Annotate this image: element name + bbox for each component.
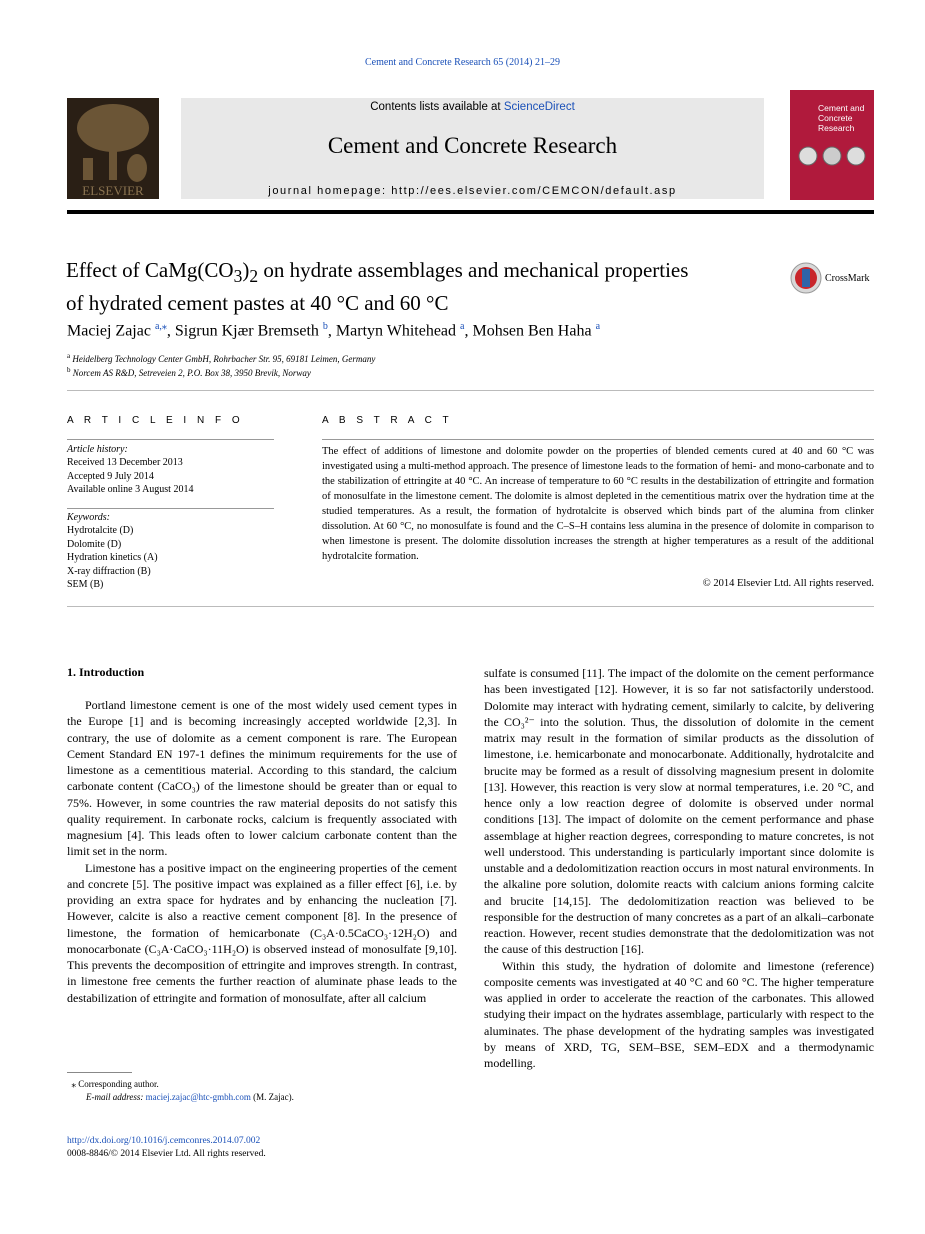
author-affiliation-marker[interactable]: b [322,321,328,332]
divider [67,606,874,607]
keywords [67,511,158,591]
journal-name: Cement and Concrete Research [327,133,618,158]
title-text: on hydrate assemblages and mechanical properties [258,258,689,282]
history-label: Article history: [67,444,128,455]
cover-title [818,103,864,133]
section-heading: 1. Introduction [67,665,145,679]
keyword: SEM (B) [67,579,104,591]
author-name[interactable]: , Sigrun Kjær Bremseth [166,322,323,340]
header-rule [67,210,874,214]
author-name[interactable]: , Mohsen Ben Haha [464,322,596,340]
affiliation-marker: b [67,366,71,374]
title-text: of hydrated cement pastes at 40 °C and 60 °C [66,291,449,316]
history-item: Available online 3 August 2014 [67,484,194,496]
history-item: Received 13 December 2013 [67,457,183,469]
keyword: Dolomite (D) [67,538,122,550]
author-affiliation-marker[interactable]: a,⁎ [154,321,167,332]
paragraph: sulfate is consumed [11]. The impact of the dolomite on the cement performance has been investigated [12]. However, it is so far not satisfactorily understood. Dolomite may interact with hydrating cement, similarly to calcite, by delivering the CO₃²⁻ into the solution. Thus, the dissolution of dolomite in the cement matrix may result in the formation of similar products as the dissolution of limestone, i.e. hemicarbonate and monocarbonate. Additionally, hydrotalcite and brucite may be formed as a result of dissolving magnesium present in dolomite [13]. However, this reaction is very slow at normal temperatures, i.e. 20 °C, and hence only a low reaction degree of dolomite is observed under normal conditions [13]. The impact of dolomite on the cement performance and phase assemblage at higher reaction degrees, corresponding to mature concretes, is not well understood. This understanding is particularly important since dolomite is unstable and a dedolomitization reaction occurs in most natural environments. In the alkaline pore solution, dolomite reacts with calcium anions forming calcite and brucite [14,15]. The dedolomitization reaction was believed to be responsible for the destruction of many concretes as a part of an alkali–carbonate reaction. However, recent studies demonstrate that the dedolomitization was not the cause of this destruction [16]. [484,666,874,957]
keyword: X-ray diffraction (B) [67,565,151,577]
paragraph: Limestone has a positive impact on the engineering properties of the cement and concrete [5]. The positive impact was explained as a filler effect [6], i.e. by providing an extra space for hydrates and by enhancing the nucleation [7]. However, calcite is also a reactive cement component [8]. In the presence of limestone, the formation of hemicarbonate (C₃A·0.5CaCO₃·12H₂O) and monocarbonate (C₃A·CaCO₃·11H₂O) is observed instead of monosulfate [9,10]. This prevents the decomposition of ettringite and improves strength. In contrast, in limestone free cements the further reaction of aluminate phase leads to the destabilization of ettringite and formation of monosulfate, after all calcium [67,860,457,1005]
abstract-heading: A B S T R A C T [322,415,453,426]
cover-title-line: Research [818,123,855,133]
cover-title-line: Concrete [818,113,853,123]
footnote-text: Corresponding author. [78,1079,159,1089]
body-column-left [67,697,457,1006]
keyword: Hydration kinetics (A) [67,552,158,564]
footnote-email [86,1091,294,1104]
body-column-right [484,665,874,1071]
affiliation-text: Norcem AS R&D, Setreveien 2, P.O. Box 38, 3950 Brevik, Norway [72,368,311,378]
title-text: Effect of CaMg(CO [66,258,234,282]
cover-images-icon [794,144,870,168]
abstract-copyright: © 2014 Elsevier Ltd. All rights reserved. [702,578,874,589]
crossmark-icon [790,262,822,294]
journal-cover[interactable] [790,90,874,200]
email-suffix: (M. Zajac). [250,1092,294,1102]
article-info-heading: A R T I C L E I N F O [67,415,244,426]
abstract-text: The effect of additions of limestone and dolomite powder on the properties of blended cements cured at 40 and 60 °C was investigated using a multi-method approach. The presence of limestone leads to the formation of hemi- and mono-carbonate and to the stabilization of ettringite at 40 °C. An increase of temperature to 60 °C results in the destabilization of ettringite and formation of monosulfate in the limestone cement. The dolomite is almost depleted in the cementitious matrix over the hydration time at the studied temperatures. As a result, the formation of hydrotalcite is observed which binds part of the alumina from clinker dissolution. At 60 °C, no monosulfate is found and the C–S–H contains less alumina in the presence of dolomite in comparison to when limestone is present. The dolomite dissolution increases the strength at higher temperatures as a result of the additional hydrotalcite formation. [322,446,874,562]
footnote-rule [67,1072,132,1073]
article-history [67,443,193,497]
divider [67,439,274,440]
contents-line [181,101,764,113]
title-text: ) [242,258,250,282]
journal-citation[interactable]: Cement and Concrete Research 65 (2014) 21–29 [365,57,560,68]
affiliation-marker: a [67,352,71,360]
divider [322,439,874,440]
author-affiliation-marker[interactable]: a [460,321,465,332]
author-affiliation-marker[interactable]: a [595,321,601,332]
affiliation [67,352,375,364]
divider [67,390,874,391]
crossmark-badge[interactable] [790,262,880,296]
email-label: E-mail address: [86,1092,146,1102]
title-subscript: 2 [249,266,259,287]
issn-line: 0008-8846/© 2014 Elsevier Ltd. All rights reserved. [67,1149,266,1159]
contents-prefix: Contents lists available at [370,101,504,113]
history-item: Accepted 9 July 2014 [67,470,154,482]
keywords-label: Keywords: [67,512,110,523]
author-list [67,321,600,340]
doi-link[interactable]: http://dx.doi.org/10.1016/j.cemconres.2014.07.002 [67,1136,261,1146]
divider [67,508,274,509]
elsevier-logo [67,98,159,199]
crossmark-label: CrossMark [825,273,870,284]
elsevier-tree-icon [67,98,159,199]
journal-masthead [181,98,764,199]
affiliation [67,366,311,378]
paragraph: Portland limestone cement is one of the most widely used cement types in the Europe [1] and is becoming increasingly accepted worldwide [2,3]. In contrary, the use of dolomite as a cement component is rare. The European Cement Standard EN 197-1 defines the minimum requirements for the use of limestone as a cementitious material. According to this standard, the calcium carbonate content (CaCO₃) of the limestone should be greater than or equal to 75%. However, in some countries the raw material deposits do not satisfy this quality requirement. In carbonate rocks, calcium is frequently associated with magnesium [4]. This leads often to lower calcium carbonate content than the limit set in the norm. [67,698,457,859]
keyword: Hydrotalcite (D) [67,525,134,537]
journal-homepage[interactable]: journal homepage: http://ees.elsevier.com/CEMCON/default.asp [268,185,677,197]
doi-block [67,1135,266,1161]
elsevier-wordmark: ELSEVIER [82,183,144,198]
author-name[interactable]: Maciej Zajac [67,322,155,340]
cover-title-line: Cement and [818,103,865,113]
title-subscript: 3 [233,266,243,287]
email-link[interactable]: maciej.zajac@htc-gmbh.com [145,1092,251,1102]
footnote-marker: ⁎ [71,1079,76,1089]
footnote-corresponding [67,1078,159,1091]
affiliation-text: Heidelberg Technology Center GmbH, Rohrbacher Str. 95, 69181 Leimen, Germany [72,354,376,364]
paragraph: Within this study, the hydration of dolomite and limestone (reference) composite cements was investigated at 40 °C and 60 °C. The higher temperature was applied in order to accelerate the reaction of the carbonates. This allowed studying their impact on the hydrates assemblage, particularly with respect to the aluminates. The phase development of the hydrating samples was investigated by means of XRD, TG, SEM–BSE, SEM–EDX and a thermodynamic modelling. [484,958,874,1070]
article-title [66,257,766,317]
author-name[interactable]: , Martyn Whitehead [327,322,461,340]
sciencedirect-link[interactable]: ScienceDirect [503,101,575,113]
